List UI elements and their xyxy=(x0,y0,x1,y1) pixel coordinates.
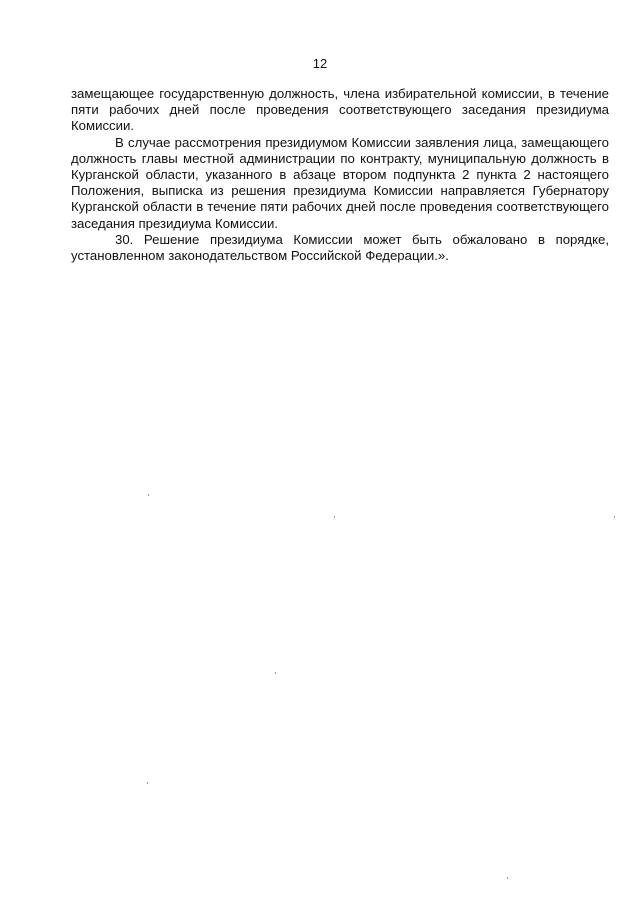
scan-speck xyxy=(614,516,615,518)
scan-speck xyxy=(507,877,508,879)
paragraph-item-30: 30. Решение президиума Комиссии может быть обжаловано в порядке, установленном законодательством Российской Федерации.». xyxy=(71,231,609,264)
page-number: 12 xyxy=(312,56,328,71)
scan-speck xyxy=(148,494,149,496)
scan-speck xyxy=(275,672,276,674)
document-body xyxy=(71,86,609,264)
scan-speck xyxy=(334,516,335,518)
paragraph-continuation: замещающее государственную должность, члена избирательной комиссии, в течение пяти рабочих дней после проведения соответствующего заседания президиума Комиссии. xyxy=(71,86,609,134)
scan-speck xyxy=(147,782,148,784)
paragraph-presidium-review: В случае рассмотрения президиумом Комиссии заявления лица, замещающего должность главы местной администрации по контракту, муниципальную должность в Курганской области, указанного в абзаце втором подпункта 2 пункта 2 настоящего Положения, выписка из решения президиума Комиссии направляется Губернатору Курганской области в течение пяти рабочих дней после проведения соответствующего заседания президиума Комиссии. xyxy=(71,134,609,231)
